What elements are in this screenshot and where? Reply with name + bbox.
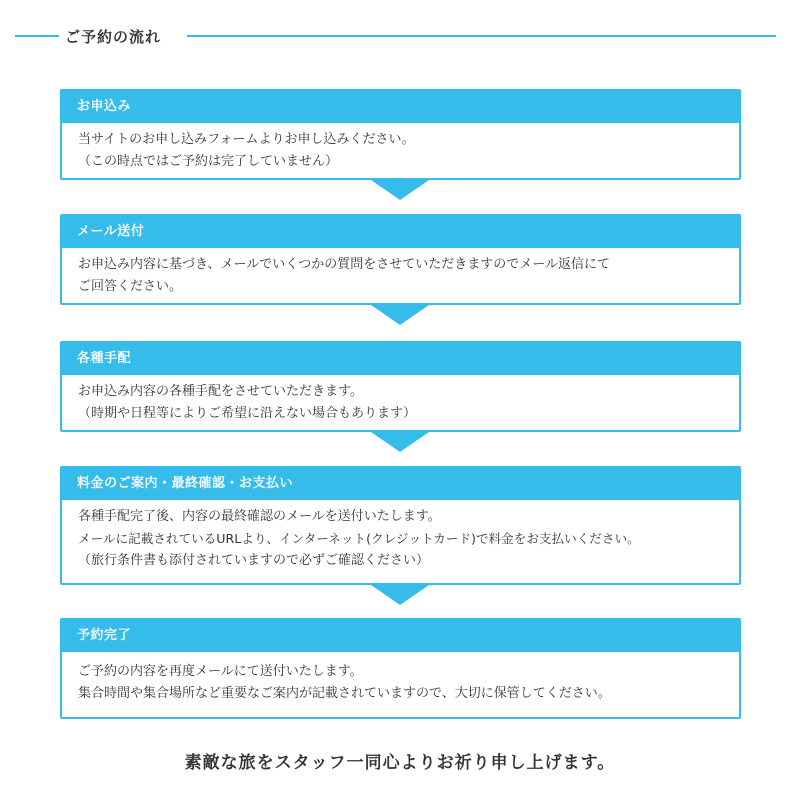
step-title: 予約完了 xyxy=(62,620,739,652)
flow-arrow-down-icon xyxy=(371,305,429,325)
step-text-line: ご予約の内容を再度メールにて送付いたします。 xyxy=(78,664,363,679)
step-description xyxy=(62,375,739,425)
step-description xyxy=(62,248,739,298)
step-arrangements xyxy=(60,341,741,432)
step-title: 料金のご案内・最終確認・お支払い xyxy=(62,468,739,500)
step-text-line: 当サイトのお申し込みフォームよりお申し込みください。 xyxy=(78,132,415,147)
step-text-line: ご回答ください。 xyxy=(78,279,183,294)
section-header xyxy=(15,22,776,50)
step-text-line: 各種手配完了後、内容の最終確認のメールを送付いたします。 xyxy=(78,509,441,524)
step-description xyxy=(62,500,739,572)
step-payment xyxy=(60,466,741,585)
step-title: 各種手配 xyxy=(62,343,739,375)
flow-arrow-down-icon xyxy=(371,180,429,200)
step-text-line: 集合時間や集合場所など重要なご案内が記載されていますので、大切に保管してください。 xyxy=(78,686,611,701)
step-mail-sending xyxy=(60,214,741,305)
step-description xyxy=(62,652,739,705)
step-description xyxy=(62,123,739,173)
flow-arrow-down-icon xyxy=(371,585,429,605)
step-text-line: （時期や日程等によりご希望に沿えない場合もあります） xyxy=(78,406,417,421)
closing-message: 素敵な旅をスタッフ一同心よりお祈り申し上げます。 xyxy=(184,753,616,773)
step-text-line: お申込み内容の各種手配をさせていただきます。 xyxy=(78,384,363,399)
step-text-line: （この時点ではご予約は完了していません） xyxy=(78,154,339,169)
header-rule-left xyxy=(15,35,59,37)
step-application xyxy=(60,89,741,180)
step-title: お申込み xyxy=(62,91,739,123)
step-text-line: メールに記載されているURLより、インターネット(クレジットカード)で料金をお支払いください。 xyxy=(78,531,640,546)
flow-arrow-down-icon xyxy=(371,432,429,452)
step-reservation-complete xyxy=(60,618,741,719)
page-title: ご予約の流れ xyxy=(65,28,162,46)
header-rule-right xyxy=(187,35,776,37)
step-text-line: （旅行条件書も添付されていますので必ずご確認ください） xyxy=(78,553,430,568)
step-title: メール送付 xyxy=(62,216,739,248)
step-text-line: お申込み内容に基づき、メールでいくつかの質問をさせていただきますのでメール返信にて xyxy=(78,257,610,272)
